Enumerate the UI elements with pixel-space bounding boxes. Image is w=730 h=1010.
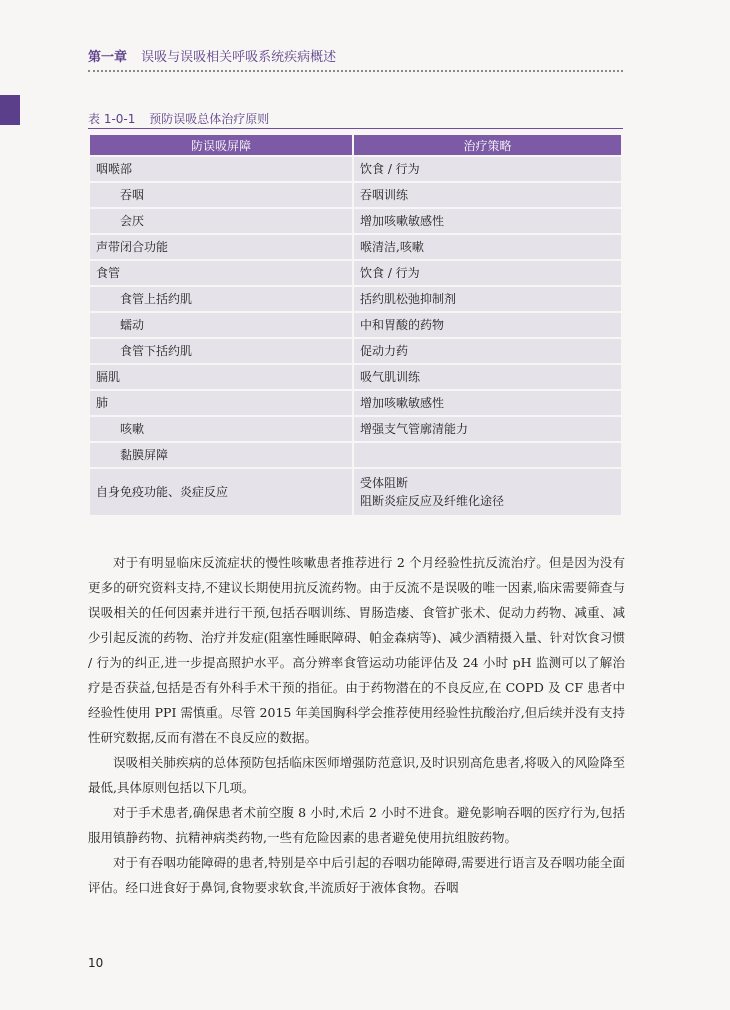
strategy-cell: 饮食 / 行为 (354, 261, 621, 285)
barrier-cell: 声带闭合功能 (90, 235, 352, 259)
chapter-label: 第一章 (88, 50, 128, 65)
table-row (90, 183, 621, 207)
strategy-cell: 促动力药 (354, 339, 621, 363)
column-header-barrier: 防误吸屏障 (90, 135, 352, 155)
barrier-cell: 食管上括约肌 (90, 287, 352, 311)
barrier-cell: 咳嗽 (90, 417, 352, 441)
strategy-cell: 增加咳嗽敏感性 (354, 209, 621, 233)
strategy-cell: 增强支气管廓清能力 (354, 417, 621, 441)
barrier-cell: 黏膜屏障 (90, 443, 352, 467)
paragraph: 对于有明显临床反流症状的慢性咳嗽患者推荐进行 2 个月经验性抗反流治疗。但是因为没有更多的研究资料支持,不建议长期使用抗反流药物。由于反流不是误吸的唯一因素,临床需要筛查与误吸相关的任何因素并进行干预,包括吞咽训练、胃肠造瘘、食管扩张术、促动力药物、减重、减少引起反流的药物、治疗并发症(阻塞性睡眠障碍、帕金森病等)、减少酒精摄入量、针对饮食习惯 / 行为的纠正,进一步提高照护水平。高分辨率食管运动功能评估及 24 小时 pH 监测可以了解治疗是否获益,包括是否有外科手术干预的指征。由于药物潜在的不良反应,在 COPD 及 CF 患者中经验性使用 PPI 需慎重。尽管 2015 年美国胸科学会推荐使用经验性抗酸治疗,但后续并没有支持性研究数据,反而有潜在不良反应的数据。 (88, 555, 625, 745)
body-text (88, 550, 625, 900)
barrier-cell: 会厌 (90, 209, 352, 233)
table-row (90, 235, 621, 259)
barrier-cell: 咽喉部 (90, 157, 352, 181)
barrier-cell: 肺 (90, 391, 352, 415)
strategy-cell: 增加咳嗽敏感性 (354, 391, 621, 415)
table-row (90, 443, 621, 467)
chapter-side-tab (0, 95, 20, 125)
paragraph: 对于手术患者,确保患者术前空腹 8 小时,术后 2 小时不进食。避免影响吞咽的医疗行为,包括服用镇静药物、抗精神病类药物,一些有危险因素的患者避免使用抗组胺药物。 (88, 805, 625, 845)
table-header-row (90, 135, 621, 155)
table-row (90, 157, 621, 181)
strategy-cell: 喉清洁,咳嗽 (354, 235, 621, 259)
barrier-cell: 食管下括约肌 (90, 339, 352, 363)
strategy-cell: 吸气肌训练 (354, 365, 621, 389)
strategy-cell (354, 443, 621, 467)
header-divider (88, 70, 623, 72)
table-title: 预防误吸总体治疗原则 (149, 112, 270, 126)
strategy-cell (354, 469, 621, 515)
table-row (90, 209, 621, 233)
table-row (90, 365, 621, 389)
page-number: 10 (88, 956, 104, 970)
table-row (90, 469, 621, 515)
strategy-cell: 饮食 / 行为 (354, 157, 621, 181)
paragraph: 对于有吞咽功能障碍的患者,特别是卒中后引起的吞咽功能障碍,需要进行语言及吞咽功能全面评估。经口进食好于鼻饲,食物要求软食,半流质好于液体食物。吞咽 (88, 855, 625, 895)
table-row (90, 313, 621, 337)
barrier-cell: 自身免疫功能、炎症反应 (90, 469, 352, 515)
table-row (90, 417, 621, 441)
strategy-line: 阻断炎症反应及纤维化途径 (360, 494, 505, 508)
table-row (90, 391, 621, 415)
strategy-cell: 吞咽训练 (354, 183, 621, 207)
strategy-cell: 中和胃酸的药物 (354, 313, 621, 337)
barrier-cell: 食管 (90, 261, 352, 285)
prevention-principles-table (88, 133, 623, 517)
table-caption (88, 110, 269, 127)
strategy-cell: 括约肌松弛抑制剂 (354, 287, 621, 311)
table-row (90, 287, 621, 311)
paragraph: 误吸相关肺疾病的总体预防包括临床医师增强防范意识,及时识别高危患者,将吸入的风险降至最低,具体原则包括以下几项。 (88, 755, 625, 795)
chapter-title: 误吸与误吸相关呼吸系统疾病概述 (141, 50, 337, 65)
column-header-strategy: 治疗策略 (354, 135, 621, 155)
table-row (90, 261, 621, 285)
table-row (90, 339, 621, 363)
barrier-cell: 蠕动 (90, 313, 352, 337)
table-caption-rule (88, 128, 623, 129)
barrier-cell: 膈肌 (90, 365, 352, 389)
strategy-line: 受体阻断 (360, 476, 409, 490)
barrier-cell: 吞咽 (90, 183, 352, 207)
table-number: 表 1-0-1 (88, 112, 136, 126)
running-header (88, 46, 623, 70)
